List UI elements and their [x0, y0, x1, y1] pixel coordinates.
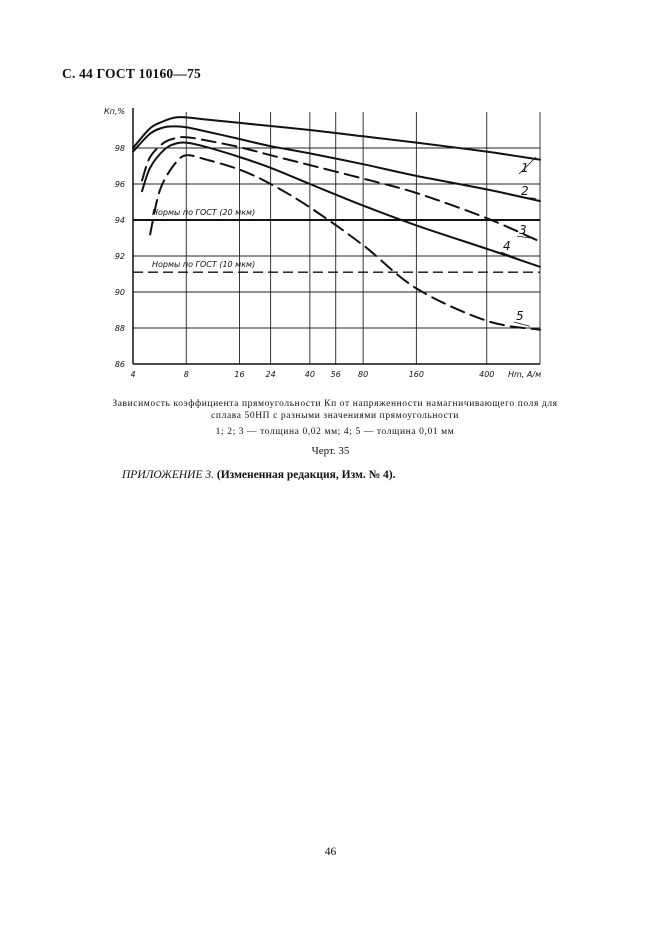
x-tick-label: 24 — [265, 370, 276, 379]
x-tick-label: 16 — [234, 370, 245, 379]
x-tick-label: 4 — [130, 370, 136, 379]
x-tick-label: 40 — [304, 370, 315, 379]
caption-text: Зависимость коэффициента прямоугольности Кп от напряженности намагничивающего поля для сплава 50НП с разными значениями прямоугольности — [112, 399, 558, 421]
y-tick-label: 94 — [114, 216, 125, 225]
appendix-revision: (Измененная редакция, Изм. № 4). — [216, 469, 396, 481]
x-tick-label: 56 — [330, 370, 341, 379]
series-line-5 — [150, 155, 540, 330]
appendix-note — [122, 469, 396, 481]
y-tick-label: 96 — [114, 180, 125, 189]
y-axis-label: Кп,% — [103, 107, 125, 116]
appendix-title: ПРИЛОЖЕНИЕ 3. — [122, 469, 214, 481]
figure-label: Черт. 35 — [311, 445, 350, 457]
page-header: С. 44 ГОСТ 10160—75 — [62, 66, 201, 81]
y-tick-label: 90 — [114, 288, 125, 297]
series-label-5: 5 — [516, 309, 524, 323]
x-tick-label: 8 — [183, 370, 189, 379]
reference-line-label: Нормы по ГОСТ (10 мкм) — [152, 260, 256, 270]
x-tick-label: 80 — [358, 370, 369, 379]
reference-line-label: Нормы по ГОСТ (20 мкм) — [152, 208, 256, 217]
x-tick-label: 160 — [408, 370, 425, 379]
series-line-3 — [142, 137, 540, 242]
series-label-4: 4 — [503, 239, 511, 253]
page-number: 46 — [324, 846, 337, 858]
series-line-4 — [142, 142, 540, 266]
series-label-3: 3 — [519, 223, 527, 237]
figure-caption — [100, 398, 570, 438]
y-tick-label: 92 — [114, 252, 125, 261]
x-axis-label: Hm, A/м — [508, 370, 542, 379]
x-tick-label: 400 — [479, 370, 495, 379]
y-tick-label: 88 — [114, 324, 125, 333]
y-tick-label: 86 — [114, 360, 125, 369]
series-label-1: 1 — [521, 161, 529, 175]
y-tick-label: 98 — [114, 144, 125, 153]
caption-legend: 1; 2; 3 — толщина 0,02 мм; 4; 5 — толщина 0,01 мм — [215, 427, 455, 437]
series-label-2: 2 — [521, 184, 529, 198]
chart — [0, 0, 661, 400]
